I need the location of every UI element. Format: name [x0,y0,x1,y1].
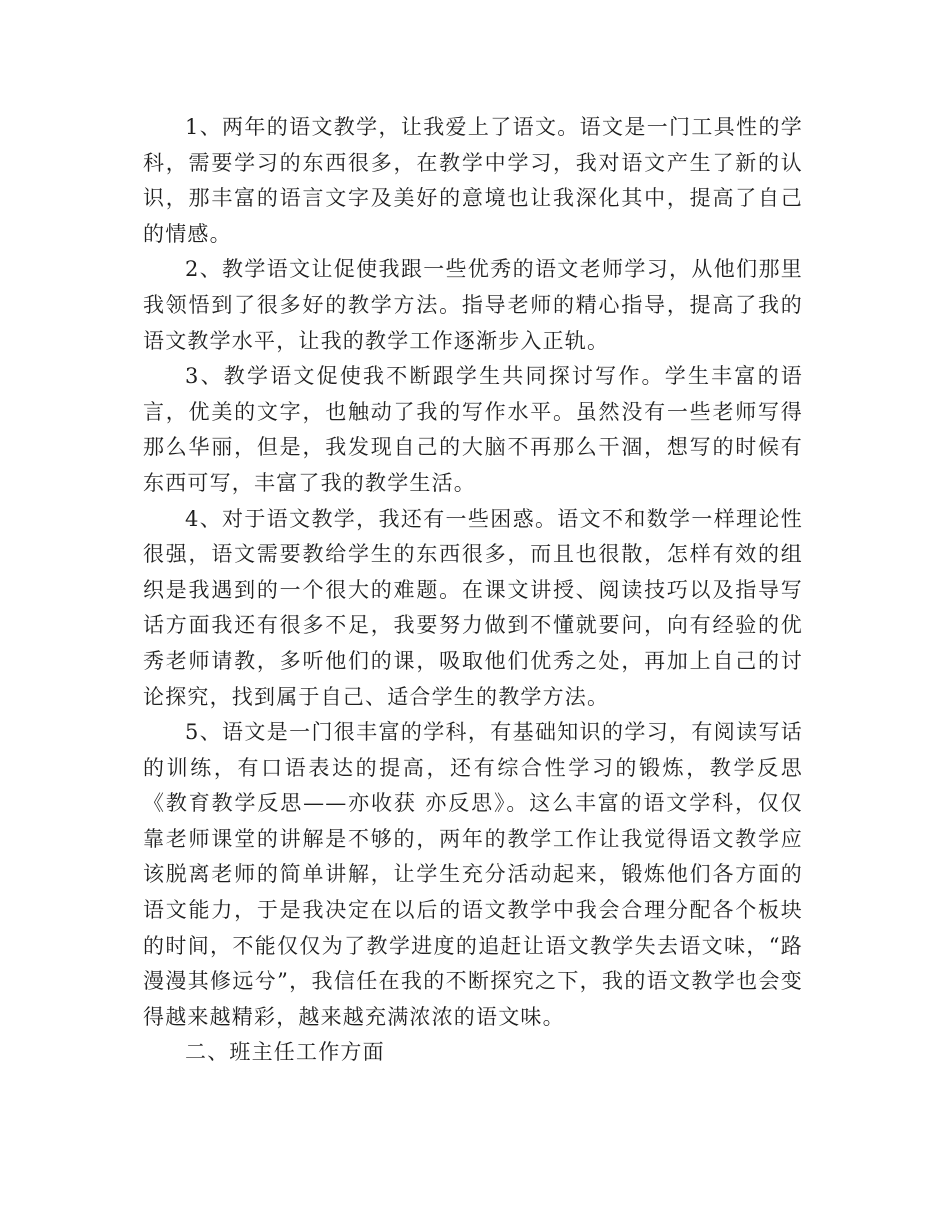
document-body [143,110,803,1071]
section-heading: 二、班主任工作方面 [185,1040,385,1065]
paragraph-3: 3、教学语文促使我不断跟学生共同探讨写作。学生丰富的语言，优美的文字，也触动了我的写作水平。虽然没有一些老师写得那么华丽，但是，我发现自己的大脑不再那么干涸，想写的时候有东西可写，丰富了我的教学生活。 [143,364,803,495]
paragraph-1: 1、两年的语文教学，让我爱上了语文。语文是一门工具性的学科，需要学习的东西很多，在教学中学习，我对语文产生了新的认识，那丰富的语言文字及美好的意境也让我深化其中，提高了自己的情感。 [143,115,803,246]
paragraph-4: 4、对于语文教学，我还有一些困惑。语文不和数学一样理论性很强，语文需要教给学生的东西很多，而且也很散，怎样有效的组织是我遇到的一个很大的难题。在课文讲授、阅读技巧以及指导写话方面我还有很多不足，我要努力做到不懂就要问，向有经验的优秀老师请教，多听他们的课，吸取他们优秀之处，再加上自己的讨论探究，找到属于自己、适合学生的教学方法。 [143,506,803,709]
paragraph-2: 2、教学语文让促使我跟一些优秀的语文老师学习，从他们那里我领悟到了很多好的教学方法。指导老师的精心指导，提高了我的语文教学水平，让我的教学工作逐渐步入正轨。 [143,257,803,353]
paragraph-5: 5、语文是一门很丰富的学科，有基础知识的学习，有阅读写话的训练，有口语表达的提高，还有综合性学习的锻炼，教学反思《教育教学反思——亦收获 亦反思》。这么丰富的语文学科，仅仅靠老师课堂的讲解是不够的，两年的教学工作让我觉得语文教学应该脱离老师的简单讲解，让学生充分活动起来，锻炼他们各方面的语文能力，于是我决定在以后的语文教学中我会合理分配各个板块的时间，不能仅仅为了教学进度的追赶让语文教学失去语文味，“路漫漫其修远兮”，我信任在我的不断探究之下，我的语文教学也会变得越来越精彩，越来越充满浓浓的语文味。 [143,720,803,1029]
